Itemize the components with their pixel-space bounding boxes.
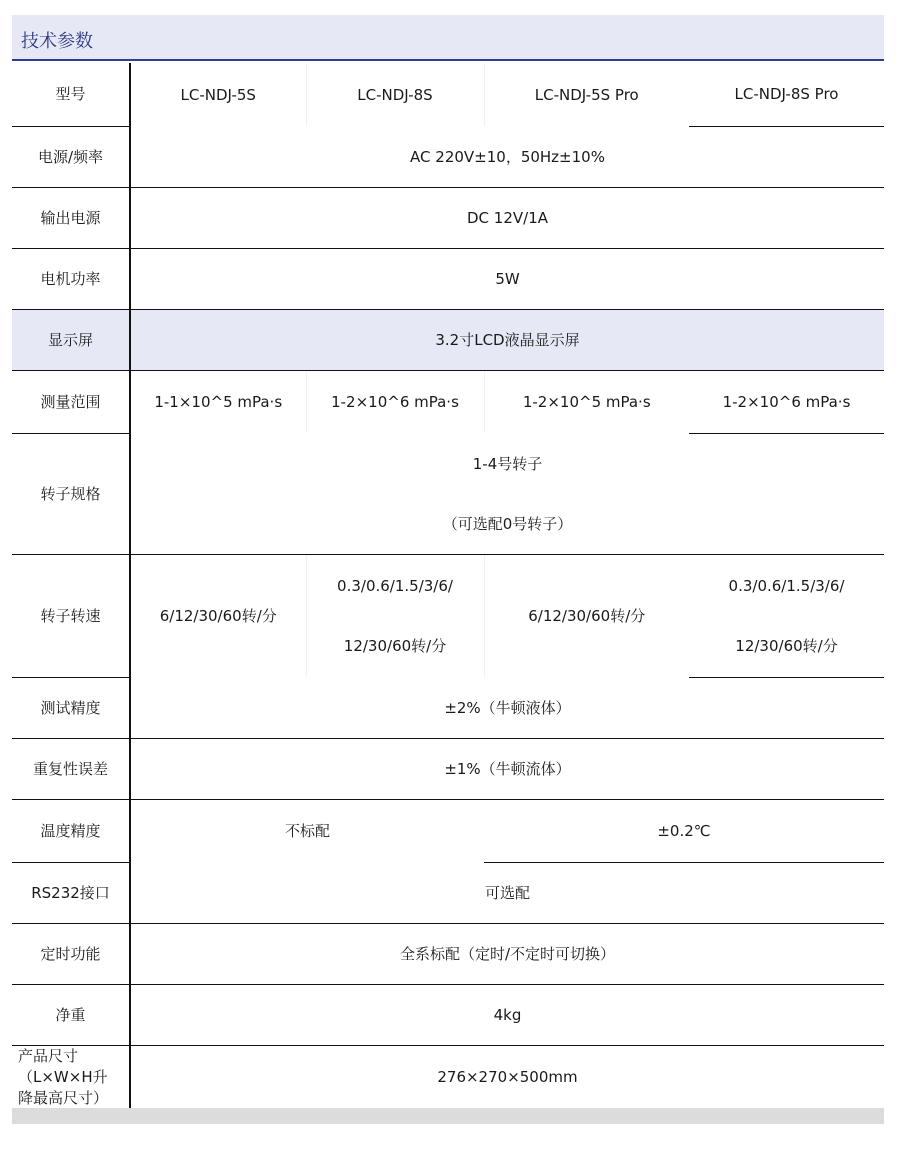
display-value: 3.2寸LCD液晶显示屏	[130, 309, 884, 370]
row-label-rotor: 转子规格	[12, 433, 130, 554]
accuracy-value: ±2%（牛顿液体）	[130, 677, 884, 738]
table-row-speed	[12, 554, 884, 677]
row-label-rs232: RS232接口	[12, 862, 130, 923]
temp-value: 不标配	[284, 821, 330, 840]
speed-value-line1: 0.3/0.6/1.5/3/6/	[728, 576, 845, 595]
size-value: 276×270×500mm	[437, 1068, 578, 1086]
table-row-model	[12, 63, 884, 126]
row-label-output: 输出电源	[12, 187, 130, 248]
range-value: 1-2×10^6 mPa·s	[689, 370, 884, 433]
table-row-rotor	[12, 433, 884, 554]
rotor-value-line1: 1-4号转子	[472, 454, 543, 473]
speed-value: 6/12/30/60转/分	[484, 554, 689, 677]
model-name: LC-NDJ-8S Pro	[689, 63, 884, 126]
row-label-speed: 转子转速	[12, 554, 130, 677]
model-name: LC-NDJ-5S Pro	[484, 63, 689, 126]
speed-value-line2: 12/30/60转/分	[735, 636, 838, 655]
motor-value: 5W	[130, 248, 884, 309]
size-label-line1: 产品尺寸	[18, 1046, 79, 1065]
speed-value-line2: 12/30/60转/分	[343, 636, 447, 655]
model-name: LC-NDJ-8S	[306, 63, 484, 126]
temp-value: ±0.2℃	[484, 799, 884, 862]
range-value: 1-1×10^5 mPa·s	[154, 392, 283, 411]
table-row-rs232	[12, 862, 884, 923]
table-row-range	[12, 370, 884, 433]
rs232-value: 可选配	[130, 862, 884, 923]
speed-value	[306, 554, 484, 677]
row-label-range: 测量范围	[12, 370, 130, 433]
size-label-line3: 降最高尺寸）	[18, 1088, 109, 1107]
table-row-timer	[12, 923, 884, 984]
table-row-size	[12, 1045, 884, 1109]
table-row-output	[12, 187, 884, 248]
speed-value-line1: 0.3/0.6/1.5/3/6/	[337, 576, 453, 595]
power-value: AC 220V±10，50Hz±10%	[130, 126, 884, 187]
row-label-size	[12, 1045, 130, 1109]
range-value: 1-2×10^6 mPa·s	[306, 370, 484, 433]
rotor-value-line2: （可选配0号转子）	[442, 514, 573, 533]
row-label-power: 电源/频率	[12, 126, 130, 187]
table-row-accuracy	[12, 677, 884, 738]
spec-table	[12, 63, 884, 1109]
table-row-repeat	[12, 738, 884, 799]
model-name: LC-NDJ-5S	[180, 85, 256, 104]
row-label-display: 显示屏	[12, 309, 130, 370]
weight-value: 4kg	[130, 984, 884, 1045]
speed-value: 6/12/30/60转/分	[159, 606, 277, 625]
timer-value: 全系标配（定时/不定时可切换）	[130, 923, 884, 984]
table-row-temp	[12, 799, 884, 862]
size-label-line2: （L×W×H升	[18, 1067, 108, 1086]
range-value: 1-2×10^5 mPa·s	[484, 370, 689, 433]
row-label-accuracy: 测试精度	[12, 677, 130, 738]
table-row-motor	[12, 248, 884, 309]
table-row-power	[12, 126, 884, 187]
section-title: 技术参数	[21, 31, 93, 52]
section-header	[12, 15, 884, 61]
row-label-repeat: 重复性误差	[12, 738, 130, 799]
repeat-value: ±1%（牛顿流体）	[130, 738, 884, 799]
bottom-bar	[12, 1108, 884, 1124]
output-value: DC 12V/1A	[130, 187, 884, 248]
row-label-motor: 电机功率	[12, 248, 130, 309]
row-label-model: 型号	[12, 63, 130, 126]
rotor-value	[130, 433, 884, 554]
table-row-display	[12, 309, 884, 370]
row-label-weight: 净重	[12, 984, 130, 1045]
row-label-timer: 定时功能	[12, 923, 130, 984]
row-label-temp: 温度精度	[12, 799, 130, 862]
table-row-weight	[12, 984, 884, 1045]
speed-value	[689, 554, 884, 677]
